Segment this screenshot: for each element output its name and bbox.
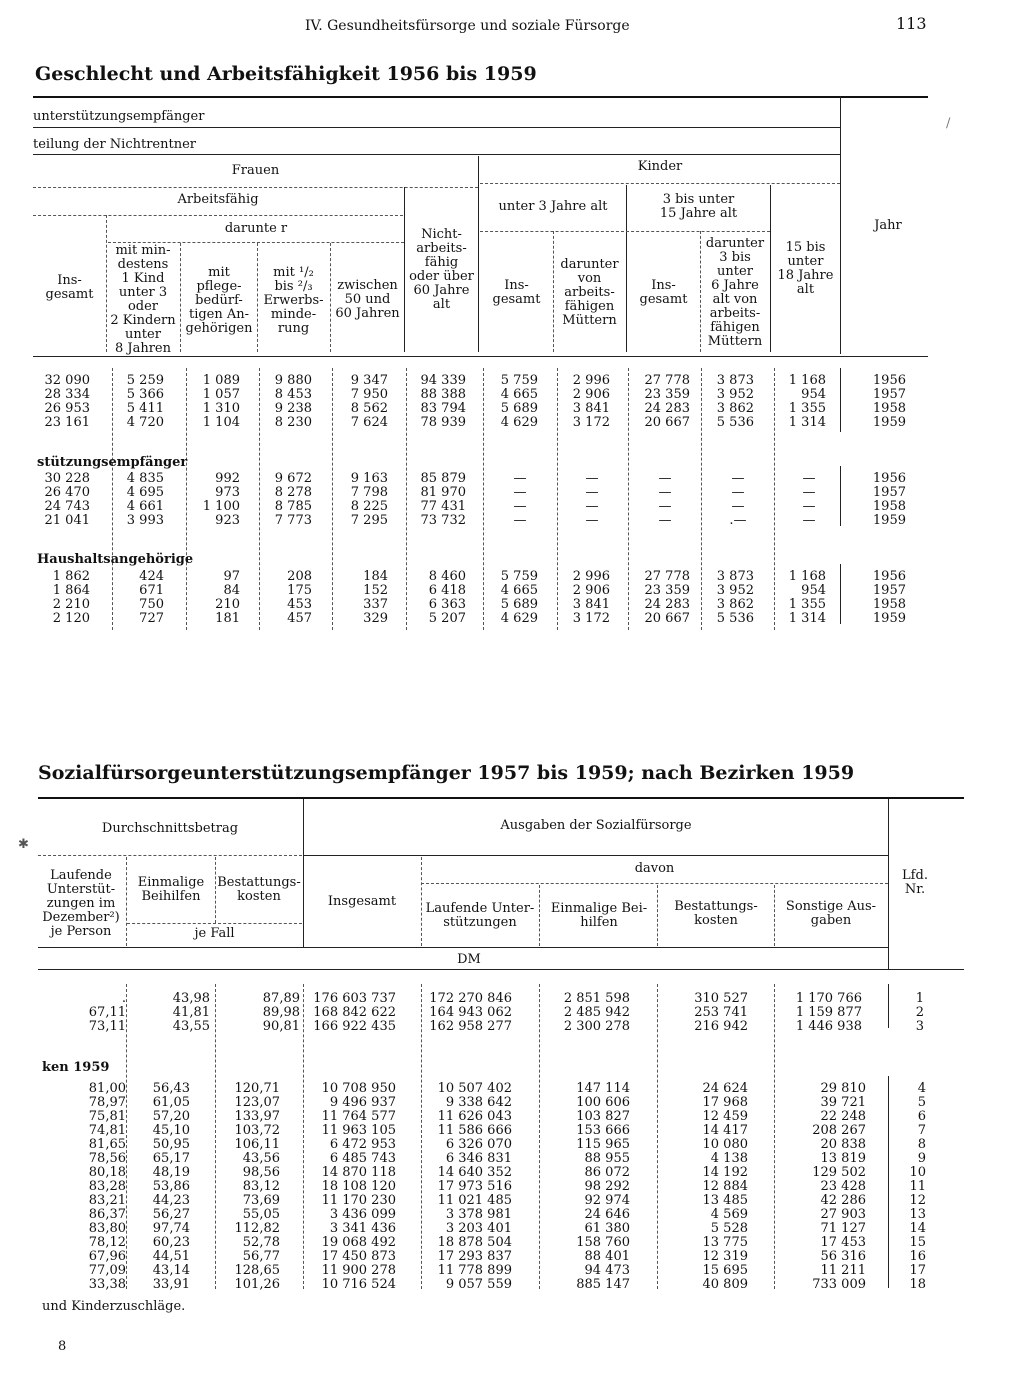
mit-mindestens-header: mit min- destens 1 Kind unter 3 oder 2 Kindern unter 8 Jahren	[110, 243, 176, 356]
table1-title: Geschlecht und Arbeitsfähigkeit 1956 bis 1959	[35, 63, 537, 85]
bestattung-header: Bestattungs- kosten	[217, 875, 301, 904]
t1-b3-nicht: 8 460 6 418 6 363 5 207	[428, 569, 466, 626]
rule	[33, 187, 478, 188]
rule	[38, 969, 964, 970]
rule	[33, 154, 840, 155]
margin-mark: /	[946, 116, 951, 131]
t1-b1-k-darunter: 2 996 2 906 3 841 3 172	[572, 373, 610, 430]
t1-b1-zwischen: 9 347 7 950 8 562 7 624	[350, 373, 388, 430]
t1-b3-mit-kind: 424 671 750 727	[139, 569, 164, 626]
t1-b3-k-darunter: 2 996 2 906 3 841 3 172	[572, 569, 610, 626]
footnote: und Kinderzuschläge.	[42, 1299, 186, 1314]
t1-b2-k2-darunter: — — — .—	[729, 471, 747, 528]
rule	[38, 947, 888, 948]
t1-b1-insgesamt: 32 090 28 334 26 953 23 161	[44, 373, 90, 430]
rule	[840, 368, 841, 432]
rule	[628, 368, 629, 630]
rule	[332, 368, 333, 630]
t1-b2-bis18: — — — —	[802, 471, 816, 528]
ausgaben-header: Ausgaben der Sozialfürsorge	[500, 818, 692, 833]
kinder2-darunter-header: darunter 3 bis unter 6 Jahre alt von arbeits- fähigen Müttern	[705, 236, 765, 349]
lauf-unt-header: Laufende Unter- stützungen	[425, 901, 535, 930]
t1-b2-k-darunter: — — — —	[585, 471, 599, 528]
rule	[480, 231, 770, 232]
t1-b3-k-insgesamt: 5 759 4 665 5 689 4 629	[500, 569, 538, 626]
t2-b2-einmalige: 56,43 61,05 57,20 45,10 50,95 65,17 48,19 53,86 44,23 56,27 97,74 60,23 44,51 43,14 33,91	[152, 1081, 190, 1292]
t1-b2-k-insgesamt: — — — —	[513, 471, 527, 528]
rule	[38, 855, 302, 856]
darunter-header: darunte r	[224, 221, 288, 236]
bis15-header: 3 bis unter 15 Jahre alt	[659, 192, 738, 221]
rule	[888, 799, 889, 969]
running-head: IV. Gesundheitsfürsorge und soziale Fürsorge	[305, 18, 630, 34]
kinder-header: Kinder	[637, 159, 683, 174]
t2-b1-bestatt: 310 527 253 741 216 942	[694, 991, 748, 1034]
kinder-darunter-header: darunter von arbeits- fähigen Müttern	[560, 257, 619, 328]
arbeitsfaehig-header: Arbeitsfähig	[177, 192, 259, 207]
rule	[215, 984, 216, 1289]
t2-b1-bestattung: 87,89 89,98 90,81	[262, 991, 300, 1034]
t1-b3-years: 1956 1957 1958 1959	[872, 569, 906, 626]
t1-b2-insgesamt: 30 228 26 470 24 743 21 041	[44, 471, 90, 528]
davon-header: davon	[634, 861, 675, 876]
unter3-header: unter 3 Jahre alt	[498, 199, 608, 214]
rule	[701, 368, 702, 630]
t2-b1-nr: 1 2 3	[915, 991, 924, 1034]
frauen-header: Frauen	[231, 163, 280, 178]
t2-b2-nr: 4 5 6 7 8 9 10 11 12 13 14 15 16 17 18	[909, 1081, 926, 1292]
t1-b1-k2-darunter: 3 873 3 952 3 862 5 536	[716, 373, 754, 430]
rule	[774, 368, 775, 630]
t1-b2-zwischen: 9 163 7 798 8 225 7 295	[350, 471, 388, 528]
t1-b1-erwerb: 9 880 8 453 9 238 8 230	[274, 373, 312, 430]
t1-b2-mit-kind: 4 835 4 695 4 661 3 993	[126, 471, 164, 528]
page-number: 113	[896, 14, 927, 33]
rule	[480, 183, 840, 184]
page-foot: 8	[58, 1339, 67, 1354]
t2-b2-sonstige: 29 810 39 721 22 248 208 267 20 838 13 819 129 502 23 428 42 286 27 903 71 127 17 453 56 316 11 211 733 009	[812, 1081, 866, 1292]
t2-b1-einm-bei: 2 851 598 2 485 942 2 300 278	[563, 991, 630, 1034]
rule	[539, 984, 540, 1289]
einm-bei-header: Einmalige Bei- hilfen	[550, 901, 648, 930]
rule	[840, 96, 841, 354]
rule	[127, 923, 302, 924]
t1-b2-pflege: 992 973 1 100 923	[202, 471, 240, 528]
t1-section3-label: Haushaltsangehörige	[37, 552, 194, 567]
t1-b2-k2-insgesamt: — — — —	[658, 471, 672, 528]
t2-insgesamt-header: Insgesamt	[327, 894, 397, 909]
t1-b3-insgesamt: 1 862 1 864 2 210 2 120	[52, 569, 90, 626]
t1-b3-erwerb: 208 175 453 457	[287, 569, 312, 626]
erwerb-header: mit ¹/₂ bis ²/₃ Erwerbs- minde- rung	[263, 265, 324, 336]
bis18-header: 15 bis unter 18 Jahre alt	[777, 240, 834, 297]
t1-b3-k2-insgesamt: 27 778 23 359 24 283 20 667	[644, 569, 690, 626]
t1-b2-years: 1956 1957 1958 1959	[872, 471, 906, 528]
rule	[557, 368, 558, 630]
margin-mark: ✱	[18, 837, 29, 852]
rule	[38, 797, 964, 799]
rule	[888, 1076, 889, 1288]
t1-b1-k2-insgesamt: 27 778 23 359 24 283 20 667	[644, 373, 690, 430]
zwischen-header: zwischen 50 und 60 Jahren	[335, 278, 400, 321]
t1-b2-erwerb: 9 672 8 278 8 785 7 773	[274, 471, 312, 528]
nicht-arbeitsfaehig-header: Nicht- arbeits- fähig oder über 60 Jahre alt	[409, 227, 474, 312]
sonstige-header: Sonstige Aus- gaben	[785, 899, 877, 928]
t2-section2-label: ken 1959	[42, 1060, 110, 1075]
t1-b3-k2-darunter: 3 873 3 952 3 862 5 536	[716, 569, 754, 626]
rule	[33, 96, 928, 98]
t2-b2-bestatt: 24 624 17 968 12 459 14 417 10 080 4 138 14 192 12 884 13 485 4 569 5 528 13 775 12 319 15 695 40 809	[702, 1081, 748, 1292]
rule	[186, 368, 187, 630]
t2-b1-insgesamt: 176 603 737 168 842 622 166 922 435	[313, 991, 396, 1034]
t1-b1-nicht: 94 339 88 388 83 794 78 939	[420, 373, 466, 430]
insgesamt-header: Ins- gesamt	[45, 273, 94, 302]
rule	[840, 564, 841, 624]
t1-b3-pflege: 97 84 210 181	[215, 569, 240, 626]
rule	[406, 368, 407, 630]
rule	[33, 215, 403, 216]
jahr-header: Jahr	[874, 218, 902, 233]
table1-head-line2: teilung der Nichtrentner	[33, 137, 196, 152]
rule	[33, 356, 928, 357]
rule	[112, 368, 113, 630]
durchschnitt-header: Durchschnittsbetrag	[101, 821, 239, 836]
t1-b1-mit-kind: 5 259 5 366 5 411 4 720	[126, 373, 164, 430]
rule	[126, 984, 127, 1289]
rule	[304, 855, 888, 856]
t2-b2-bestattung: 120,71 123,07 133,97 103,72 106,11 43,56 98,56 83,12 73,69 55,05 112,82 52,78 56,77 128,65 101,26	[234, 1081, 280, 1292]
einmalige-header: Einmalige Beihilfen	[137, 875, 205, 904]
lfd-nr-header: Lfd. Nr.	[902, 868, 928, 897]
t1-b3-zwischen: 184 152 337 329	[363, 569, 388, 626]
t2-b1-laufende: . 67,11 73,11	[88, 991, 126, 1034]
rule	[421, 883, 888, 884]
rule	[840, 466, 841, 526]
t2-b1-einmalige: 43,98 41,81 43,55	[172, 991, 210, 1034]
rule	[259, 368, 260, 630]
t1-b3-bis18: 1 168 954 1 355 1 314	[788, 569, 826, 626]
rule	[33, 127, 840, 128]
kinder-insgesamt-header: Ins- gesamt	[492, 278, 541, 307]
je-fall-header: je Fall	[194, 926, 235, 941]
t1-b1-years: 1956 1957 1958 1959	[872, 373, 906, 430]
rule	[421, 984, 422, 1289]
t2-b2-lauf-unt: 10 507 402 9 338 642 11 626 043 11 586 666 6 326 070 6 346 831 14 640 352 17 973 516 11 021 485 3 378 981 3 203 401 18 878 504 17 293 837 11 778 899 9 057 559	[437, 1081, 512, 1292]
laufende-header: Laufende Unterstüt- zungen im Dezember²) je Person	[42, 868, 120, 939]
pflege-header: mit pflege- bedürf- tigen An- gehörigen	[185, 265, 253, 336]
t2-b2-insgesamt: 10 708 950 9 496 937 11 764 577 11 963 105 6 472 953 6 485 743 14 870 118 18 108 120 11 170 230 3 436 099 3 341 436 19 068 492 17 450 873 11 900 278 10 716 524	[321, 1081, 396, 1292]
dm-header: DM	[457, 952, 481, 967]
t2-b2-laufende: 81,00 78,97 75,81 74,81 81,65 78,56 80,18 83,28 83,21 86,37 83,80 78,12 67,96 77,09 33,38	[88, 1081, 126, 1292]
table1-head-line1: unterstützungsempfänger	[33, 109, 205, 124]
rule	[888, 984, 889, 1028]
t2-b1-lauf-unt: 172 270 846 164 943 062 162 958 277	[429, 991, 512, 1034]
rule	[478, 156, 479, 352]
t2-b1-sonstige: 1 170 766 1 159 877 1 446 938	[795, 991, 862, 1034]
kinder2-insgesamt-header: Ins- gesamt	[639, 278, 688, 307]
t1-b1-k-insgesamt: 5 759 4 665 5 689 4 629	[500, 373, 538, 430]
t2-b2-einm-bei: 147 114 100 606 103 827 153 666 115 965 88 955 86 072 98 292 92 974 24 646 61 380 158 760 88 401 94 473 885 147	[576, 1081, 630, 1292]
rule	[774, 984, 775, 1289]
rule	[657, 984, 658, 1289]
t1-section2-label: stützungsempfänger	[37, 455, 188, 470]
table2-title: Sozialfürsorgeunterstützungsempfänger 1957 bis 1959; nach Bezirken 1959	[38, 762, 855, 784]
rule	[483, 368, 484, 630]
rule	[303, 984, 304, 1289]
t1-b1-bis18: 1 168 954 1 355 1 314	[788, 373, 826, 430]
t1-b1-pflege: 1 089 1 057 1 310 1 104	[202, 373, 240, 430]
bestatt2-header: Bestattungs- kosten	[674, 899, 758, 928]
t1-b2-nicht: 85 879 81 970 77 431 73 732	[420, 471, 466, 528]
